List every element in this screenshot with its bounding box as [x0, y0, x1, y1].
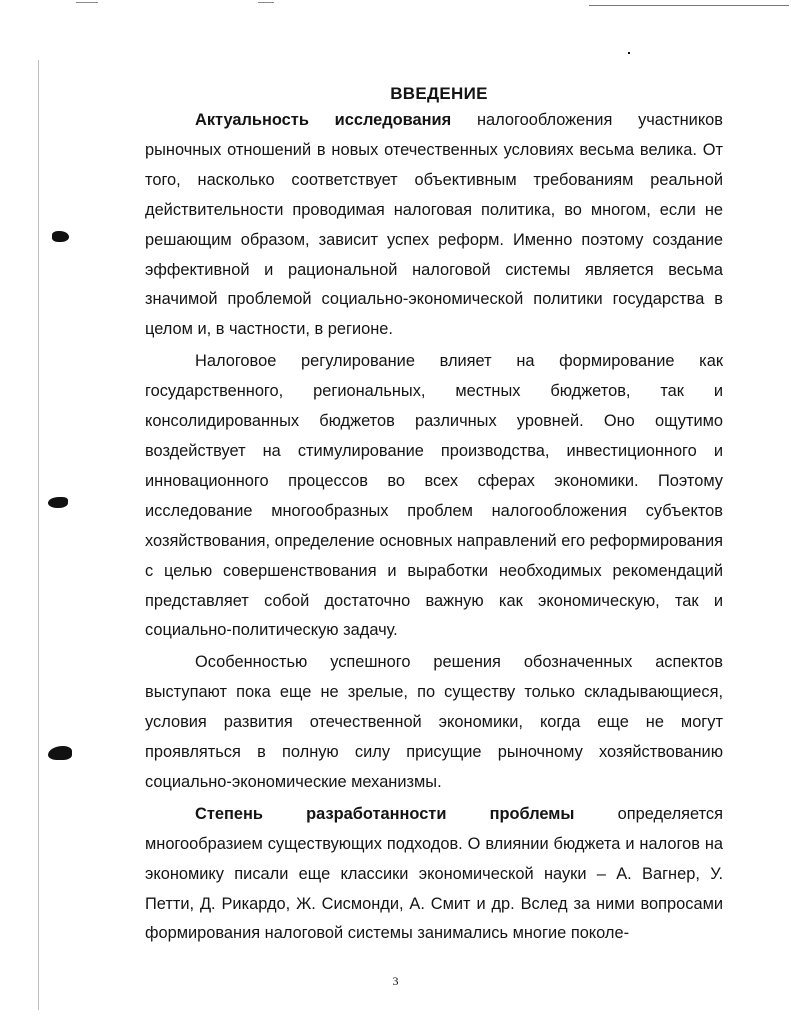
- scan-edge-line: [589, 5, 789, 6]
- paragraph-degree-of-study: [145, 800, 723, 950]
- punch-hole-mark: [48, 746, 72, 760]
- paragraph-text: налогообложения участников рыночных отношений в новых отечественных условиях весьма велика. От того, насколько соответствует объективным требованиям реальной действительности проводимая налоговая политика, во многом, если не решающим образом, зависит успех реформ. Именно поэтому создание эффективной и рациональной налоговой системы является весьма значимой проблемой социально-экономической политики государства в целом и, в частности, в регионе.: [145, 111, 724, 339]
- document-page: [145, 84, 723, 951]
- dust-speck: [628, 52, 630, 54]
- punch-hole-mark: [48, 497, 68, 508]
- paragraph-tax-regulation: [145, 347, 723, 646]
- punch-hole-mark: [52, 231, 69, 242]
- paragraph-features: [145, 648, 723, 798]
- page-title: ВВЕДЕНИЕ: [390, 84, 488, 103]
- page-number: 3: [392, 974, 399, 988]
- scan-edge-line: [258, 2, 274, 3]
- paragraph-lead: Степень разработанности проблемы: [195, 804, 575, 823]
- paragraph-relevance: [145, 106, 723, 345]
- paragraph-text: определяется многообразием существующих подходов. О влиянии бюджета и налогов на экономику писали еще классики экономической науки – А. Вагнер, У. Петти, Д. Рикардо, Ж. Сисмонди, А. Смит и др. Вслед за ними вопросами формирования налоговой системы занимались многие поколе-: [145, 804, 723, 943]
- scan-edge-line: [76, 2, 98, 3]
- paragraph-text: Налоговое регулирование влияет на формирование как государственного, региональных, местных бюджетов, так и консолидированных бюджетов различных уровней. Оно ощутимо воздействует на стимулирование производства, инвестиционного и инновационного процессов во всех сферах экономики. Поэтому исследование многообразных проблем налогообложения субъектов хозяйствования, определение основных направлений его реформирования с целью совершенствования и выработки необходимых рекомендаций представляет собой достаточно важную как экономическую, так и социально-политическую задачу.: [145, 352, 723, 640]
- paragraph-text: Особенностью успешного решения обозначенных аспектов выступают пока еще не зрелые, по существу только складывающиеся, условия развития отечественной экономики, когда еще не могут проявляться в полную силу присущие рыночному хозяйствованию социально-экономические механизмы.: [145, 653, 723, 791]
- binding-edge: [38, 60, 39, 1010]
- paragraph-lead: Актуальность исследования: [195, 111, 452, 129]
